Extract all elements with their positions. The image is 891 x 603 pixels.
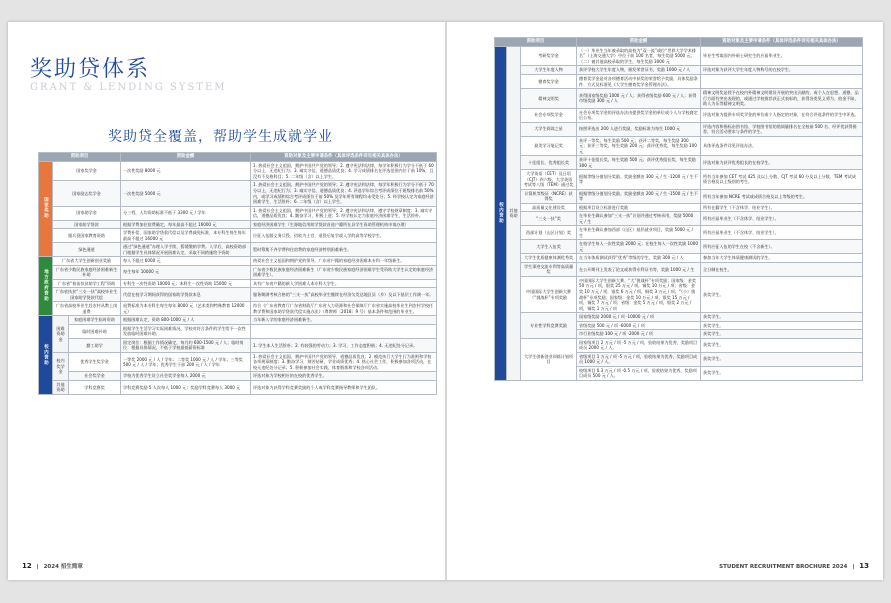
table-row [495, 226, 863, 240]
project-cell: 国家助学金 [53, 206, 121, 220]
category-label: 校内资助 [498, 201, 504, 224]
table-row [495, 136, 863, 156]
conditions-cell: 评选对象为获评优秀组长的在校学生。 [701, 156, 863, 170]
amount-cell: 每生每年 10000 元 [121, 265, 251, 279]
amount-cell: 在当年体质测试获得“优秀”等级的学生，奖励 300 元 / 人 [577, 254, 701, 263]
project-cell: 绿色通道 [53, 243, 121, 257]
project-cell: 专业性学科竞赛奖励 [521, 313, 577, 339]
conditions-cell: 所有应届毕业生（不含休学、结业学生）。 [701, 226, 863, 240]
table-row [495, 66, 863, 75]
amount-cell: 根据学费加住宿费确定，每年最高不超过 16000 元 [121, 220, 251, 229]
subcategory-cell: 困难资助金 [53, 316, 69, 353]
conditions-cell: 所有应征入伍的学生在校（不含新生）。 [701, 240, 863, 254]
conditions-cell: 符合《广东省教育厅广东省财政厅广东省人力资源和社会保障厅广东省实施高校毕业生到农村学校任教学费和国家助学贷款代偿实施办法》（粤教师〔2018〕9 号）基本条件和范围的毕业生。 [251, 302, 437, 316]
amount-cell: 学校为优秀学生设立社会奖学金每人 2000 元 [121, 372, 251, 381]
project-cell: 勤工助学 [69, 338, 121, 352]
conditions-cell: 获奖学生。 [701, 276, 863, 312]
table-row [495, 189, 863, 203]
table-row [495, 46, 863, 66]
project-cell: 临时困难补助 [69, 324, 121, 338]
table-row [39, 220, 437, 229]
amount-cell: 在公开期刊上发表了论文或获得专利证书等，奖励 1000 元 / 生 [577, 262, 701, 276]
footer-left: 12 | 2024 招生简章 [22, 562, 83, 570]
conditions-cell: 1. 热爱社会主义祖国，拥护中国共产党的领导；2. 遵守宪法和法律，每学年积极行为学分不低于 60 分以上，无违纪行为；3. 诚实守信，道德品质优良；4. 学习成绩排名在评选范围内位于前 10%，且没有不及格科目；5. 二年级（含）以上学生。 [251, 161, 437, 181]
table-row [495, 203, 863, 212]
project-cell: 德育奖学金 [521, 75, 577, 89]
subcategory-cell: 其他资助 [53, 380, 69, 394]
table-row [39, 243, 437, 257]
table-row [495, 122, 863, 136]
amount-cell: 每人不超过 6000 元 [121, 257, 251, 266]
project-cell: 国家奖学金 [53, 161, 121, 181]
amount-cell: 获评学校大学生年度人物，颁发荣誉证书，奖励 1000 元 / 人 [577, 66, 701, 75]
table-row [39, 324, 437, 338]
amount-cell: 专科生一次性资助 10000 元；本科生一次性资助 15000 元 [121, 279, 251, 288]
table-row [495, 313, 863, 322]
header-project: 资助项目 [39, 153, 121, 162]
project-cell: 精神文明奖 [521, 89, 577, 109]
amount-cell: 根据等级分值划分奖励。奖励金额由 200 元 / 生 -1500 元 / 生不等 [577, 189, 701, 203]
amount-cell: 获评一等奖，每生奖励 500 元；获评二等奖，每生奖励 300 元；获评三等奖，每生奖励 200 元；获评优秀奖，每生奖励 100 元 [577, 136, 701, 156]
table-row [39, 372, 437, 381]
conditions-cell: 毕业生考取国内外硕士研究生的应届毕业生。 [701, 46, 863, 66]
page-title: 奖助贷体系 [30, 57, 151, 82]
table-row [495, 276, 863, 312]
page-slogan: 奖助贷全覆盖，帮助学生成就学业 [108, 129, 333, 145]
table-row [495, 212, 863, 226]
conditions-cell: 获奖学生。 [701, 321, 863, 330]
amount-cell: 根据学生生活学习实际困难情况，学校对符合条件的学生给予一次性发放临时困难补助。 [121, 324, 251, 338]
header-amount: 资助金额 [121, 153, 251, 162]
amount-cell: 代偿在校学习期间获得的国家助学贷款本息 [121, 288, 251, 302]
project-cell: 计算机等级证（NCRE）获得奖 [521, 189, 577, 203]
right-page [447, 22, 883, 580]
amount-cell: 获得国家级奖励 1000 元 / 人；获得省级奖励 600 元 / 人；获得市级奖励 300 元 / 人 [577, 89, 701, 109]
subcategory-cell: 校内奖学金 [53, 352, 69, 380]
table-row [495, 170, 863, 190]
conditions-cell: 所有应届毕业生（不含休学、结业学生）。 [701, 212, 863, 226]
amount-cell: 根据项目设立标准进行奖励 [577, 203, 701, 212]
header-project: 资助项目 [495, 38, 577, 47]
conditions-cell: 1. 学生本人生活俭朴；2. 有较强的劳动力；3. 学习、工作态度积极；4. 无违纪处分记录。 [251, 338, 437, 352]
conditions-cell: 服务期满考核合格的“三支一扶”高校毕业生继续在经济欠发达地区县（乡）及以下基层工作满一年。 [251, 288, 437, 302]
project-cell: 家庭困难学生临时资助 [69, 316, 121, 325]
conditions-cell: 所有当年参加 CET 考试 425 及以上分数、CJT 考试 60 分及以上分数、TEM 考试成绩合格及以上级别的考生。 [701, 170, 863, 190]
project-cell: 十佳组长、优秀组长奖 [521, 156, 577, 170]
header-conditions: 资助对象及主要申请条件（具体评选条件详见相关具体办法） [251, 153, 437, 162]
conditions-cell: 获奖学生。 [701, 330, 863, 339]
table-row [39, 265, 437, 279]
category-label: 校内资助 [43, 343, 49, 366]
conditions-cell: 所有在籍学生（不含休学、结业学生）。 [701, 203, 863, 212]
table-row [39, 352, 437, 372]
project-cell: 大学生创新创业训练计划项目 [521, 338, 577, 380]
project-cell: 高质量文化建设奖 [521, 203, 577, 212]
amount-cell: 市行业级奖励 100 元 / 项 -2000 元 / 项 [577, 330, 701, 339]
table-row [495, 338, 863, 352]
project-cell: 广东省高校毕业生赴农村从教上岗退费 [53, 302, 121, 316]
conditions-cell: 暂时筹集不齐学费和住宿费的家庭经济特别困难新生。 [251, 243, 437, 257]
table-row [39, 279, 437, 288]
header-conditions: 资助对象及主要申请条件（具体评选条件详见相关具体办法） [701, 38, 863, 47]
aid-table-left [38, 152, 437, 395]
amount-cell: 分三档，人均资助标准不低于 3300 元 / 学年 [121, 206, 251, 220]
table-row [39, 229, 437, 243]
table-row [39, 380, 437, 394]
table-row [39, 181, 437, 206]
amount-cell: 根据困难认定，资助 800-1000 元 / 人 [121, 316, 251, 325]
project-cell: 大学英语（CET）及日语（CJT）四六级、大学英语考试等八级（TEM）通过奖 [521, 170, 577, 190]
project-cell: 大学生阅读之星 [521, 122, 577, 136]
header-amount: 资助金额 [577, 38, 701, 47]
amount-cell: 德育奖学金是对各项德育活动中获奖的荣誉给予奖励，具体奖励条件、方式及标准见《大学生德育奖学金管理办法》。 [577, 75, 701, 89]
project-cell: 国家励志奖学金 [53, 181, 121, 206]
amount-cell: 学费补偿、国家助学贷款代偿以及学费减免标准，本专科生每生每年最高不超过 16000 元 [121, 229, 251, 243]
page-number-left: 12 [22, 562, 32, 570]
table-row [495, 262, 863, 276]
project-cell: 广东省“春苗扶贫助学工程”资助 [53, 279, 121, 288]
brochure-spread [8, 22, 883, 580]
table-row [39, 338, 437, 352]
conditions-cell: 获奖学生。 [701, 352, 863, 366]
conditions-cell: 评选内容和指标由图书馆、学校图书馆的借阅量排名在全校前 500 名、经评优获得推荐，符合活动要求与条件的学生。 [701, 122, 863, 136]
amount-cell: 一次性奖励 8000 元 [121, 161, 251, 181]
conditions-cell: 评选对象为获得学科竞赛奖励的个人或学科竞赛指导教师和学生团队。 [251, 380, 437, 394]
project-cell: 大学生年度人物 [521, 66, 577, 75]
conditions-cell: 获奖学生。 [701, 313, 863, 322]
category-cell [495, 46, 507, 380]
project-cell: 学科竞赛奖 [69, 380, 121, 394]
table-row [39, 206, 437, 220]
conditions-cell: 全日制在校生。 [701, 262, 863, 276]
table-row [39, 288, 437, 302]
project-cell: 服兵役国家教育资助 [53, 229, 121, 243]
conditions-cell: 1. 热爱社会主义祖国，拥护中国共产党的领导；2. 遵守宪法和法律，每学年积极行为学分不低于 70 分以上，无违纪行为；3. 诚实守信，道德品质优良；4. 评选学年综合考评成绩位于班级排名前 50% 内，或学习成绩和综合考评成绩位于前 50% 及学年所有课程均未受处分；5. 经学校认定为家庭经济困难学生，生活俭朴；6. 二年级（含）以上学生。 [251, 181, 437, 206]
project-cell: 广东省少数民族家庭经济困难新生补助 [53, 265, 121, 279]
conditions-cell [251, 324, 437, 338]
footer-text-left: 2024 招生简章 [43, 564, 83, 570]
footer-right: STUDENT RECRUITMENT BROCHURE 2024 | 13 [719, 562, 869, 570]
amount-cell: 在毕业生确认参加西部（山区）基层就业项目，奖励 5000 元 / 生 [577, 226, 701, 240]
conditions-cell: 广东省少数民族家庭经济困难新生（广东省少数民族家庭经济困难学生受资助大学生认定的家庭经济困难学生）。 [251, 265, 437, 279]
table-row [495, 89, 863, 109]
amount-cell: 退费标准为本专科生每生每年 8000 元（艺术类和特殊教育 12000 元） [121, 302, 251, 316]
amount-cell: （一）毕业生当年被录取的高校为“双一流”或位“世界大学学术排名”（上海交通大学）中位于前 100 名者，每生奖励 5000 元；（二）被其他高校录取的学生，每生奖励 3000 元 [577, 46, 701, 66]
conditions-cell: 1. 热爱社会主义祖国，拥护中国共产党的领导，道德品质优良；2. 模范执行大学生行为准则和学校各项规章制度；3. 勤奋学习，刻苦钻研，学业成绩优秀；4. 热心社会工作，积极参加各项活动，在校无违纪处分记录；5. 积极参加社会实践，体育锻炼和学校各项活动。 [251, 352, 437, 372]
amount-cell: 在校学生每人一次性奖励 2000 元；在校生每人一次性奖励 1000 元 [577, 240, 701, 254]
amount-cell: 一等奖 2000 元 / 人 / 学年；二等奖 1000 元 / 人 / 学年；三等奖 500 元 / 人 / 学年；优秀学生干部 200 元 / 人 / 学年 [121, 352, 251, 372]
left-page [8, 22, 445, 580]
conditions-cell: 评选对象为获评大学生年度人物称号的在校学生。 [701, 66, 863, 75]
conditions-cell: 所有当年参加 NCRE 考试或成绩合格及以上等级的考生。 [701, 189, 863, 203]
amount-cell: 获评十佳组长奖，每生奖励 500 元；获评优秀组长奖，每生奖励 300 元 [577, 156, 701, 170]
conditions-cell: 具体评选条件详见评选办法。 [701, 136, 863, 156]
conditions-cell: 1. 热爱社会主义祖国，拥护中国共产党的领导；2. 遵守宪法和法律，遵守学校规章制度；3. 诚实守信，道德品质优良；4. 勤奋学习，积极上进；5. 经学校认定为家庭经济困难学生，生活俭朴。 [251, 206, 437, 220]
amount-cell: 固定岗位：根据工作情况确定，每月约 600-1500 元 / 人；临时岗位：根据具体情况，不低于学校最低薪资标准 [121, 338, 251, 352]
amount-cell: 社会专项奖学金的评选办法由提供奖学金的单位或个人与学校商定后公布。 [577, 108, 701, 122]
project-cell: 考研奖学金 [521, 46, 577, 66]
conditions-cell [701, 75, 863, 89]
category-label: 国家奖助 [43, 197, 49, 220]
project-cell: 优秀学生奖学金 [69, 352, 121, 372]
table-row [39, 161, 437, 181]
project-cell: 学生事迹交流专利等高质量奖 [521, 262, 577, 276]
aid-table-right [494, 37, 863, 381]
table-row [495, 108, 863, 122]
category-label: 地方政府资助 [43, 269, 49, 302]
amount-cell: 一次性奖励 5000 元 [121, 181, 251, 206]
footer-text-right: STUDENT RECRUITMENT BROCHURE 2024 [719, 564, 848, 570]
category-cell [39, 161, 53, 256]
conditions-cell: 获奖学生。 [701, 366, 863, 380]
amount-cell: 根据等级分值划分奖励。奖励金额由 300 元 / 生 -1200 元 / 生不等 [577, 170, 701, 190]
subcategory-cell: 其他资助 [507, 46, 521, 380]
table-row [39, 316, 437, 325]
conditions-cell: 家庭经济困难学生（生源地信用助学贷款首选户籍所在县学生资助管理机构申请办理） [251, 220, 437, 229]
amount-cell: 国家级奖励 2000 元 / 项 -10000 元 / 项 [577, 313, 701, 322]
table-row [39, 302, 437, 316]
conditions-cell: 评选对象为学校相应的在校的优秀学生。 [251, 372, 437, 381]
table-row [495, 156, 863, 170]
project-cell: 国家助学贷款 [53, 220, 121, 229]
amount-cell: 省级奖励 500 元 / 项 -6000 元 / 项 [577, 321, 701, 330]
conditions-cell: 精神文明奖是授予在校内外精神文明建设开展的突出贡献的，或个人在思想、道德、品行方面有突出表现的，或通过学校推荐获正式表彰的，获得各类见义勇为、拾金不昧、助人为乐等精神文明奖。 [701, 89, 863, 109]
page-title-en: GRANT & LENDING SYSTEM [30, 82, 227, 93]
table-row [495, 240, 863, 254]
amount-cell: 学科竞赛奖励 5 人次每人 1000 元；奖励学科竞赛每人 3000 元 [121, 380, 251, 394]
conditions-cell: 具有广东省户籍的新入学困难人本专科大学生。 [251, 279, 437, 288]
category-cell [39, 316, 53, 395]
project-cell: 广东省大学生创新创业奖励 [53, 257, 121, 266]
project-cell: 广东省扶贫“三支一扶”高校毕业生国家助学贷款代偿 [53, 288, 121, 302]
page-number-right: 13 [859, 562, 869, 570]
amount-cell: 国家级项目 2 万元 / 项 -5 万元 / 项，验收结果为优秀，奖励项目成员 2000 元 / 人。 [577, 338, 701, 352]
amount-cell: 按照评选出 200 人进行奖励，奖励标准为每生 1000 元 [577, 122, 701, 136]
project-cell: 社会奖学金 [69, 372, 121, 381]
category-cell [39, 257, 53, 316]
project-cell: 社会专项奖学金 [521, 108, 577, 122]
project-cell: “三支一扶”奖 [521, 212, 577, 226]
table-row [495, 254, 863, 263]
amount-cell: 通过“绿色通道”办理入学手续，暂缓缴纳学费。入学后，高校资助部门根据学生具体情况开展困难认定，采取不同措施给予资助 [121, 243, 251, 257]
amount-cell: 在毕业生确认参加“三支一扶”计划并通过考核录用，奖励 5000 元 / 生 [577, 212, 701, 226]
conditions-cell: 评选对象为提供专项奖学金的单位或个人指定的对象，在符合评选条件的学生中评选。 [701, 108, 863, 122]
conditions-cell: 应征入伍服义务兵役、招收为士官、退役后复学或入学的高等学校学生。 [251, 229, 437, 243]
project-cell: 西部计划（山区计划）奖 [521, 226, 577, 240]
conditions-cell: 热爱社会主义祖国和拥护党的领导，广东省户籍的家庭经济困难本专科一年级新生。 [251, 257, 437, 266]
table-row [495, 75, 863, 89]
project-cell: 大学生优质健康体测优秀奖 [521, 254, 577, 263]
amount-cell: 校级项目 0.3 万元 / 项 -0.5 万元 / 项，验收结果为优秀，奖励项目成员 500 元 / 人。 [577, 366, 701, 380]
table-row [39, 257, 437, 266]
amount-cell: 省级项目 1 万元 / 项 -5 万元 / 项，验收结果为优秀，奖励项目成员 1000 元 / 人。 [577, 352, 701, 366]
project-cell: 最美学习笔记奖 [521, 136, 577, 156]
conditions-cell: 当年新入学的家庭经济困难新生。 [251, 316, 437, 325]
amount-cell: 中国国际大学生创新大赛、“大”挑战杯”专项奖励；国家级：金奖 50 万元 / 项，银奖 25 万元 / 项，铜奖 10 万元 / 项；省级：金奖 10 万元 / 项，银奖 6 万元 / 项，铜奖 3 万元 / 项；“（小）挑战杯”专项奖励；国家级：金奖 10 万元 / 项，银奖 15 万元 / 项，铜奖 7 万元 / 项；省级：金奖 5 万元 / 项，银奖 2 万元 / 项，铜奖 1 万元 / 项 [577, 276, 701, 312]
conditions-cell: 获奖学生。 [701, 338, 863, 352]
project-cell: 大学生入伍奖 [521, 240, 577, 254]
project-cell: 中国国际大学生创新大赛（“挑战杯”专项奖励 [521, 276, 577, 312]
conditions-cell: 参加当年大学生体质健康测试的学生。 [701, 254, 863, 263]
